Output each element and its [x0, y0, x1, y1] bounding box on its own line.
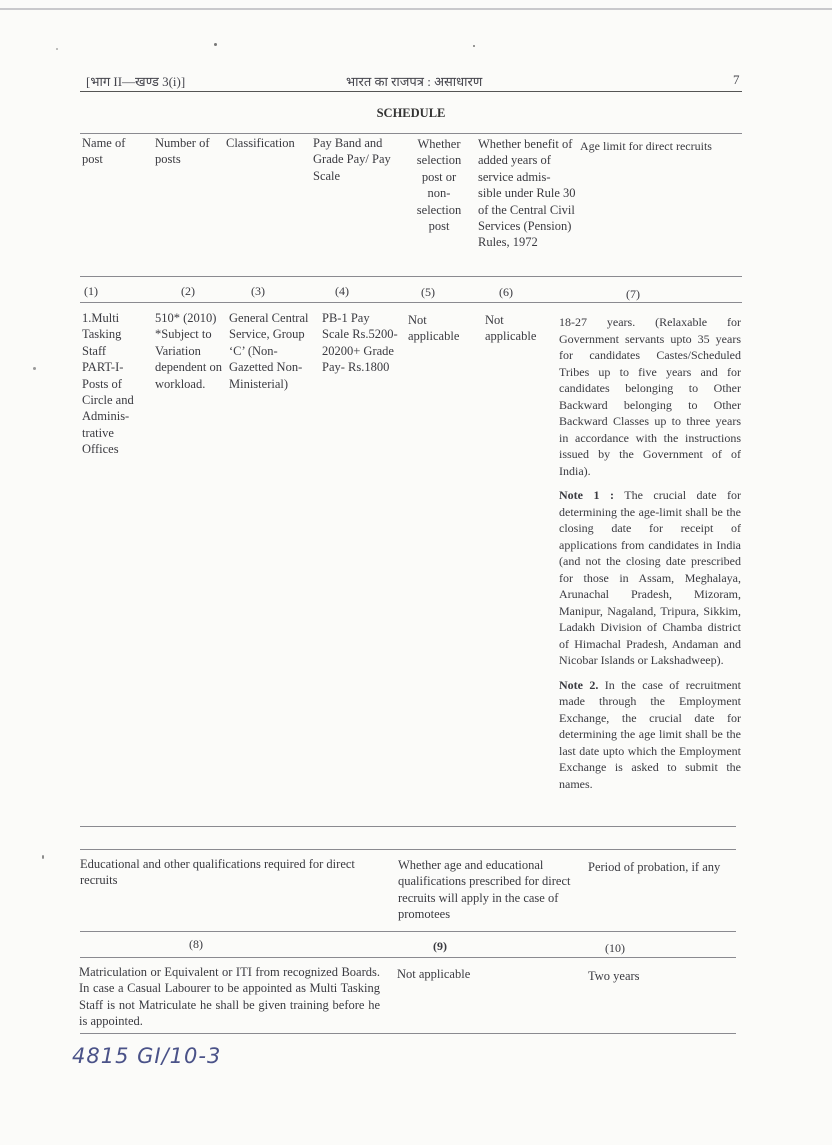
col-number-4: (4) [335, 284, 349, 298]
scan-speck [56, 48, 58, 50]
note-2-text: In the case of recruitment made through the Employment Exchange, the crucial date for determining the age limit shall be the last date upto which the Employment Exchange is asked to submit the names. [559, 677, 741, 791]
cell-name-of-post: 1.Multi Tasking Staff PART-I- Posts of Circle and Adminis- trative Offices [82, 311, 134, 457]
note-1-text: The crucial date for determining the age-limit shall be the closing date for receipt of applications from candidates in India (and not the closing date prescribed for those in Assam, Meghalaya, Arunachal Pradesh, Mizoram, Manipur, Nagaland, Tripura, Sikkim, Ladakh Division of Chamba district of Himachal Pradesh, Andaman and Nicobar Islands or Lakshadweep). [559, 488, 741, 667]
cell-qualifications: Matriculation or Equivalent or ITI from recognized Boards. In case a Casual Labourer to be appointed as Multi Tasking Staff is not Matriculate he shall be given training before he is appointed. [79, 965, 380, 1029]
col-number-7: (7) [626, 287, 640, 301]
col-number-1: (1) [84, 284, 98, 298]
col-header-promotees: Whether age and educational qualifications prescribed for direct recruits will apply in the case of promotees [398, 858, 571, 922]
scan-speck [33, 367, 36, 370]
header-section: [भाग II—खण्ड 3(i)] [86, 74, 186, 89]
page-number: 7 [733, 72, 740, 87]
header-rule [80, 91, 742, 92]
note-1-label: Note 1 : [559, 488, 614, 502]
col-header-added-years: Whether benefit of added years of service admis- sible under Rule 30 of the Central Civil Services (Pension) Rules, 1972 [478, 137, 576, 250]
col-header-classification: Classification [226, 136, 295, 150]
col-header-qualifications: Educational and other qualifications required for direct recruits [80, 857, 355, 888]
cell-age-limit [559, 314, 741, 792]
table2-header-rule [80, 931, 736, 932]
table2-top-rule [80, 849, 736, 850]
col-number-3: (3) [251, 284, 265, 298]
scan-speck [214, 43, 217, 46]
table2-number-rule [80, 957, 736, 958]
note-2-label: Note 2. [559, 677, 599, 692]
scan-edge [0, 8, 832, 10]
col-number-10: (10) [605, 941, 625, 955]
table1-top-rule [80, 133, 742, 134]
col-header-name-of-post: Name of post [82, 136, 126, 167]
cell-number-of-posts: 510* (2010) *Subject to Variation dependent on workload. [155, 311, 222, 391]
scan-speck [42, 855, 44, 859]
col-header-number-of-posts: Number of posts [155, 136, 210, 167]
col-number-2: (2) [181, 284, 195, 298]
header-title: भारत का राजपत्र : असाधारण [346, 74, 483, 89]
scan-speck [473, 45, 475, 47]
schedule-title: SCHEDULE [376, 106, 446, 120]
col-number-5: (5) [421, 285, 435, 299]
cell-pay-band: PB-1 Pay Scale Rs.5200- 20200+ Grade Pay- Rs.1800 [322, 311, 398, 375]
note-1 [559, 487, 741, 669]
cell-classification: General Central Service, Group ‘C’ (Non-Gazetted Non-Ministerial) [229, 311, 309, 391]
note-2 [559, 677, 741, 793]
cell-added-years: Not applicable [485, 313, 537, 344]
age-limit-text: 18-27 years. (Relaxable for Government servants upto 35 years for candidates Castes/Scheduled Tribes up to five years and for candidates belonging to Other Backward belonging to Other Backward Classes up to three years in accordance with the instructions issued by the Government of of India). [559, 315, 741, 478]
col-number-8: (8) [189, 937, 203, 951]
col-header-pay-band: Pay Band and Grade Pay/ Pay Scale [313, 136, 391, 183]
table1-header-rule [80, 276, 742, 277]
cell-apply-to-promotees: Not applicable [397, 967, 471, 981]
col-number-9: (9) [433, 939, 447, 953]
cell-selection-post: Not applicable [408, 313, 460, 344]
cell-probation: Two years [588, 969, 640, 983]
col-header-probation: Period of probation, if any [588, 860, 721, 874]
col-number-6: (6) [499, 285, 513, 299]
table1-number-rule [80, 302, 742, 303]
table2-bottom-rule [80, 1033, 736, 1034]
col-header-selection: Whether selection post or non- selection post [416, 137, 462, 234]
table1-bottom-rule [80, 826, 736, 827]
col-header-age-limit: Age limit for direct recruits [580, 139, 712, 153]
handwritten-note: 4815 GI/10-3 [72, 1044, 222, 1068]
